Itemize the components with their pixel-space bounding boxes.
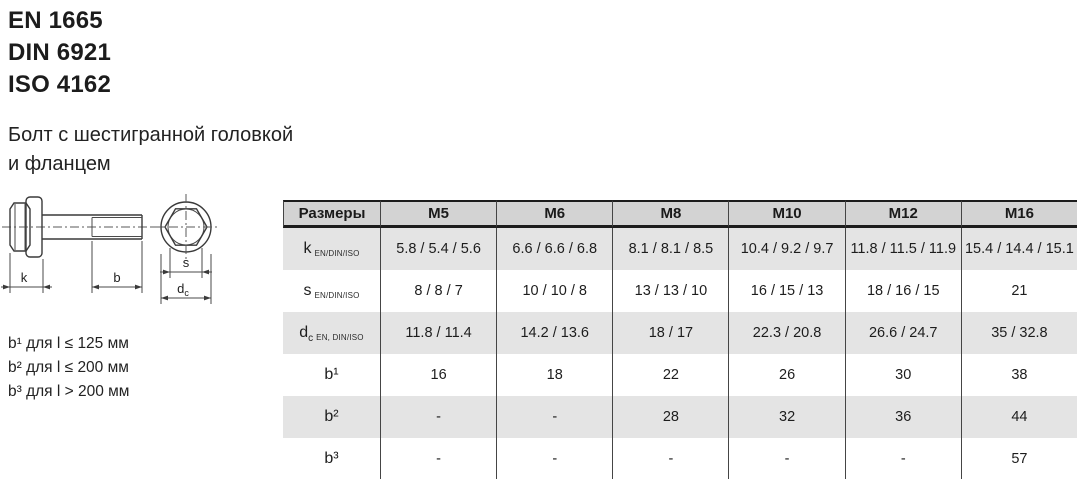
row-label-s <box>283 270 380 312</box>
table-header-sizes: Размеры <box>283 200 380 228</box>
table-cell-b2-m12: 36 <box>845 396 961 438</box>
dim-label-k: k <box>20 270 28 285</box>
table-cell-b3-m12: - <box>845 438 961 479</box>
table-cell-b1-m5: 16 <box>380 354 496 396</box>
length-notes <box>8 332 129 404</box>
row-label-b1 <box>283 354 380 396</box>
bolt-technical-drawing <box>0 182 272 332</box>
table-cell-k-m16: 15.4 / 14.4 / 15.1 <box>961 228 1077 270</box>
table-cell-s-m16: 21 <box>961 270 1077 312</box>
table-cell-b2-m6: - <box>496 396 612 438</box>
row-label-b2 <box>283 396 380 438</box>
table-cell-dc-m5: 11.8 / 11.4 <box>380 312 496 354</box>
dimensions-table <box>283 200 1077 479</box>
standard-iso: ISO 4162 <box>8 71 112 98</box>
product-title-line1: Болт с шестигранной головкой <box>8 124 294 146</box>
table-header-m8: M8 <box>612 200 728 228</box>
table-cell-b3-m16: 57 <box>961 438 1077 479</box>
table-cell-b1-m12: 30 <box>845 354 961 396</box>
table-cell-b3-m5: - <box>380 438 496 479</box>
standards-list <box>8 5 111 101</box>
note-b2: b² для l ≤ 200 мм <box>8 359 129 376</box>
row-label-s-standards: EN/DIN/ISO <box>314 290 360 300</box>
table-cell-b2-m8: 28 <box>612 396 728 438</box>
table-cell-k-m5: 5.8 / 5.4 / 5.6 <box>380 228 496 270</box>
row-label-k-symbol: k <box>303 240 312 257</box>
table-cell-k-m10: 10.4 / 9.2 / 9.7 <box>728 228 844 270</box>
table-cell-k-m6: 6.6 / 6.6 / 6.8 <box>496 228 612 270</box>
dim-label-s: s <box>182 255 190 270</box>
note-b1: b¹ для l ≤ 125 мм <box>8 335 129 352</box>
row-label-b3-symbol: b³ <box>324 450 339 467</box>
table-header-m5: M5 <box>380 200 496 228</box>
table-cell-s-m8: 13 / 13 / 10 <box>612 270 728 312</box>
table-cell-dc-m10: 22.3 / 20.8 <box>728 312 844 354</box>
bolt-drawing-svg <box>0 182 272 332</box>
row-label-k <box>283 228 380 270</box>
row-label-dc-subscript: c <box>308 332 314 344</box>
table-cell-b2-m5: - <box>380 396 496 438</box>
table-header-m6: M6 <box>496 200 612 228</box>
table-cell-s-m5: 8 / 8 / 7 <box>380 270 496 312</box>
table-cell-dc-m6: 14.2 / 13.6 <box>496 312 612 354</box>
table-cell-s-m12: 18 / 16 / 15 <box>845 270 961 312</box>
dim-label-b: b <box>113 270 121 285</box>
product-title-line2: и фланцем <box>8 153 111 175</box>
standard-en: EN 1665 <box>8 7 103 34</box>
note-b3: b³ для l > 200 мм <box>8 383 130 400</box>
table-cell-dc-m16: 35 / 32.8 <box>961 312 1077 354</box>
table-header-m12: M12 <box>845 200 961 228</box>
table-cell-dc-m12: 26.6 / 24.7 <box>845 312 961 354</box>
table-header-m10: M10 <box>728 200 844 228</box>
bolt-side-view <box>1 197 165 293</box>
table-cell-b3-m10: - <box>728 438 844 479</box>
table-cell-b1-m10: 26 <box>728 354 844 396</box>
row-label-dc <box>283 312 380 354</box>
table-cell-b3-m6: - <box>496 438 612 479</box>
row-label-b3 <box>283 438 380 479</box>
row-label-b1-symbol: b¹ <box>324 366 339 383</box>
table-cell-b2-m10: 32 <box>728 396 844 438</box>
table-cell-s-m10: 16 / 15 / 13 <box>728 270 844 312</box>
table-cell-dc-m8: 18 / 17 <box>612 312 728 354</box>
standard-din: DIN 6921 <box>8 39 111 66</box>
bolt-end-view <box>152 194 220 304</box>
table-cell-s-m6: 10 / 10 / 8 <box>496 270 612 312</box>
row-label-k-standards: EN/DIN/ISO <box>314 248 360 258</box>
row-label-s-symbol: s <box>303 282 312 299</box>
dim-label-dc: $d_c$ <box>177 281 189 298</box>
table-cell-k-m8: 8.1 / 8.1 / 8.5 <box>612 228 728 270</box>
table-cell-b2-m16: 44 <box>961 396 1077 438</box>
table-cell-b1-m6: 18 <box>496 354 612 396</box>
table-cell-b3-m8: - <box>612 438 728 479</box>
table-header-m16: M16 <box>961 200 1077 228</box>
table-cell-b1-m16: 38 <box>961 354 1077 396</box>
row-label-dc-standards: EN, DIN/ISO <box>316 332 364 342</box>
row-label-dc-symbol: d <box>299 324 309 341</box>
row-label-b2-symbol: b² <box>324 408 339 425</box>
product-title <box>8 121 293 179</box>
table-cell-k-m12: 11.8 / 11.5 / 11.9 <box>845 228 961 270</box>
table-cell-b1-m8: 22 <box>612 354 728 396</box>
